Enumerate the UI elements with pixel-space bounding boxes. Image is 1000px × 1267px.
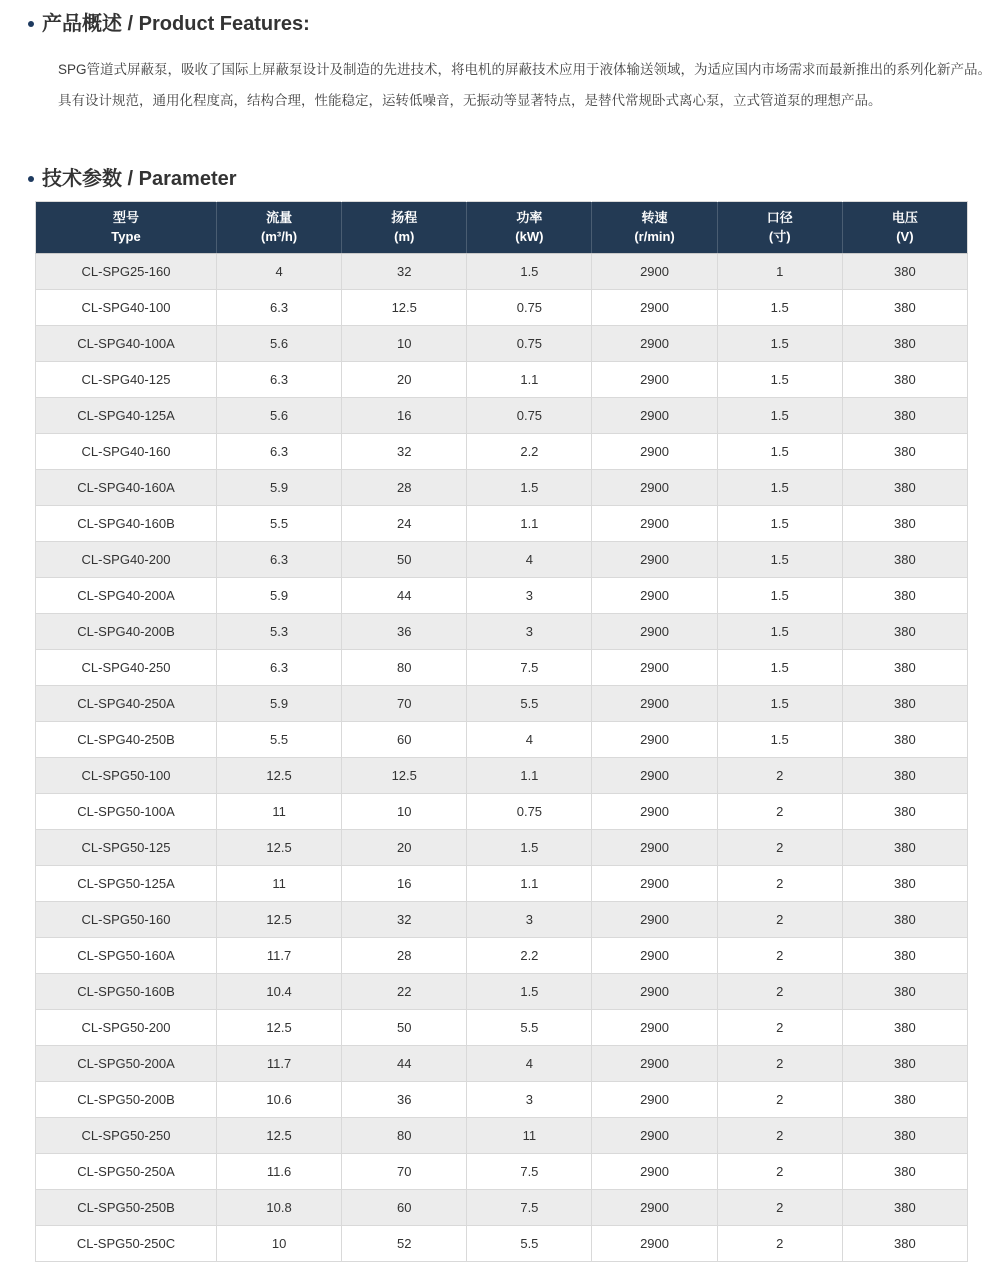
value-cell: 80 [342,650,467,686]
column-header [467,202,592,254]
value-cell: 2900 [592,434,717,470]
value-cell: 2900 [592,1010,717,1046]
value-cell: 10.6 [217,1082,342,1118]
value-cell: 2900 [592,938,717,974]
value-cell: 380 [842,974,967,1010]
value-cell: 2900 [592,614,717,650]
model-cell: CL-SPG40-200B [36,614,217,650]
value-cell: 2 [717,758,842,794]
value-cell: 12.5 [217,758,342,794]
value-cell: 380 [842,614,967,650]
value-cell: 2900 [592,1154,717,1190]
model-cell: CL-SPG40-100A [36,326,217,362]
value-cell: 380 [842,398,967,434]
value-cell: 1.1 [467,362,592,398]
table-row [36,1190,968,1226]
value-cell: 3 [467,614,592,650]
column-header [717,202,842,254]
bullet-icon [28,21,34,27]
value-cell: 60 [342,722,467,758]
model-cell: CL-SPG50-160 [36,902,217,938]
parameter-table-body [36,254,968,1262]
value-cell: 2900 [592,506,717,542]
table-row [36,614,968,650]
value-cell: 1.5 [717,614,842,650]
value-cell: 0.75 [467,794,592,830]
value-cell: 380 [842,830,967,866]
value-cell: 1 [717,254,842,290]
model-cell: CL-SPG40-125 [36,362,217,398]
table-row [36,830,968,866]
value-cell: 5.5 [467,1010,592,1046]
product-features-title: 产品概述 / Product Features: [42,13,310,35]
value-cell: 4 [467,722,592,758]
value-cell: 2900 [592,686,717,722]
model-cell: CL-SPG40-250 [36,650,217,686]
value-cell: 5.9 [217,470,342,506]
value-cell: 20 [342,830,467,866]
table-row [36,938,968,974]
value-cell: 380 [842,938,967,974]
column-header-zh: 流量 [266,209,293,225]
model-cell: CL-SPG50-200A [36,1046,217,1082]
table-row [36,650,968,686]
value-cell: 5.9 [217,686,342,722]
value-cell: 3 [467,578,592,614]
column-header-unit: (V) [896,228,914,244]
parameter-heading [28,166,1000,192]
value-cell: 380 [842,1010,967,1046]
table-row [36,254,968,290]
value-cell: 2900 [592,326,717,362]
value-cell: 12.5 [342,758,467,794]
value-cell: 380 [842,758,967,794]
value-cell: 7.5 [467,1154,592,1190]
value-cell: 5.6 [217,326,342,362]
value-cell: 380 [842,1046,967,1082]
value-cell: 80 [342,1118,467,1154]
table-row [36,902,968,938]
value-cell: 12.5 [217,1118,342,1154]
value-cell: 380 [842,866,967,902]
value-cell: 12.5 [342,290,467,326]
value-cell: 1.5 [467,254,592,290]
table-row [36,470,968,506]
value-cell: 1.5 [717,578,842,614]
value-cell: 2 [717,794,842,830]
model-cell: CL-SPG40-200A [36,578,217,614]
table-row [36,1010,968,1046]
table-row [36,974,968,1010]
value-cell: 10.4 [217,974,342,1010]
value-cell: 2.2 [467,938,592,974]
value-cell: 11 [217,866,342,902]
value-cell: 380 [842,470,967,506]
model-cell: CL-SPG50-200 [36,1010,217,1046]
value-cell: 11.6 [217,1154,342,1190]
value-cell: 2.2 [467,434,592,470]
value-cell: 380 [842,650,967,686]
value-cell: 44 [342,578,467,614]
value-cell: 0.75 [467,326,592,362]
model-cell: CL-SPG50-125A [36,866,217,902]
model-cell: CL-SPG50-250 [36,1118,217,1154]
value-cell: 1.1 [467,758,592,794]
value-cell: 1.5 [717,398,842,434]
value-cell: 32 [342,434,467,470]
column-header [217,202,342,254]
column-header-zh: 转速 [641,209,668,225]
column-header [342,202,467,254]
value-cell: 10 [217,1226,342,1262]
value-cell: 70 [342,1154,467,1190]
table-row [36,578,968,614]
value-cell: 32 [342,254,467,290]
value-cell: 2900 [592,794,717,830]
model-cell: CL-SPG40-125A [36,398,217,434]
value-cell: 5.9 [217,578,342,614]
value-cell: 2900 [592,1118,717,1154]
table-row [36,434,968,470]
features-line-2: 具有设计规范，通用化程度高，结构合理，性能稳定，运转低噪音，无振动等显著特点，是替代常规卧式离心泵，立式管道泵的理想产品。 [58,93,882,108]
value-cell: 380 [842,902,967,938]
column-header-zh: 电压 [891,209,918,225]
value-cell: 2 [717,938,842,974]
column-header-unit: (m) [394,228,415,244]
value-cell: 1.5 [717,470,842,506]
column-header-zh: 扬程 [391,209,418,225]
value-cell: 2900 [592,830,717,866]
features-line-1: SPG管道式屏蔽泵，吸收了国际上屏蔽泵设计及制造的先进技术，将电机的屏蔽技术应用于液体输送领域，为适应国内市场需求而最新推出的系列化新产品。 [58,62,992,77]
value-cell: 11.7 [217,1046,342,1082]
table-row [36,686,968,722]
value-cell: 2900 [592,362,717,398]
column-header-unit: (m³/h) [261,228,298,244]
value-cell: 2900 [592,1082,717,1118]
value-cell: 2 [717,1118,842,1154]
model-cell: CL-SPG50-100A [36,794,217,830]
value-cell: 380 [842,326,967,362]
value-cell: 380 [842,1082,967,1118]
column-header-unit: Type [111,228,141,244]
value-cell: 11 [467,1118,592,1154]
value-cell: 32 [342,902,467,938]
model-cell: CL-SPG50-250A [36,1154,217,1190]
value-cell: 4 [467,542,592,578]
value-cell: 2900 [592,542,717,578]
model-cell: CL-SPG50-250B [36,1190,217,1226]
table-row [36,290,968,326]
value-cell: 380 [842,1226,967,1262]
table-row [36,1082,968,1118]
model-cell: CL-SPG50-160B [36,974,217,1010]
value-cell: 380 [842,686,967,722]
value-cell: 1.5 [717,290,842,326]
value-cell: 6.3 [217,650,342,686]
value-cell: 2900 [592,1226,717,1262]
column-header [842,202,967,254]
value-cell: 1.5 [467,974,592,1010]
value-cell: 2 [717,866,842,902]
value-cell: 1.5 [717,542,842,578]
value-cell: 1.5 [717,362,842,398]
header-row [36,202,968,254]
model-cell: CL-SPG50-125 [36,830,217,866]
value-cell: 70 [342,686,467,722]
value-cell: 3 [467,1082,592,1118]
value-cell: 12.5 [217,830,342,866]
value-cell: 380 [842,254,967,290]
value-cell: 36 [342,1082,467,1118]
column-header-zh: 型号 [112,209,139,225]
parameter-table-head [36,202,968,254]
value-cell: 4 [467,1046,592,1082]
parameter-table [35,201,968,1262]
value-cell: 0.75 [467,398,592,434]
value-cell: 2900 [592,398,717,434]
value-cell: 380 [842,1190,967,1226]
value-cell: 2900 [592,578,717,614]
value-cell: 12.5 [217,902,342,938]
table-row [36,722,968,758]
value-cell: 380 [842,1154,967,1190]
value-cell: 22 [342,974,467,1010]
model-cell: CL-SPG50-100 [36,758,217,794]
table-row [36,794,968,830]
model-cell: CL-SPG40-160A [36,470,217,506]
value-cell: 6.3 [217,290,342,326]
value-cell: 7.5 [467,650,592,686]
value-cell: 6.3 [217,542,342,578]
value-cell: 1.5 [717,506,842,542]
value-cell: 2900 [592,974,717,1010]
value-cell: 1.1 [467,506,592,542]
column-header-zh: 口径 [766,209,793,225]
product-features-heading [28,11,1000,37]
value-cell: 10 [342,326,467,362]
value-cell: 1.5 [467,830,592,866]
value-cell: 60 [342,1190,467,1226]
value-cell: 2900 [592,866,717,902]
table-row [36,326,968,362]
column-header [592,202,717,254]
value-cell: 2 [717,1010,842,1046]
model-cell: CL-SPG50-200B [36,1082,217,1118]
value-cell: 2900 [592,758,717,794]
table-row [36,362,968,398]
parameter-title: 技术参数 / Parameter [42,168,237,190]
value-cell: 3 [467,902,592,938]
value-cell: 2900 [592,1190,717,1226]
value-cell: 380 [842,1118,967,1154]
value-cell: 2 [717,830,842,866]
value-cell: 380 [842,578,967,614]
model-cell: CL-SPG50-250C [36,1226,217,1262]
value-cell: 44 [342,1046,467,1082]
value-cell: 1.5 [717,326,842,362]
value-cell: 380 [842,794,967,830]
column-header-zh: 功率 [516,209,543,225]
model-cell: CL-SPG40-250A [36,686,217,722]
model-cell: CL-SPG40-250B [36,722,217,758]
value-cell: 2900 [592,290,717,326]
model-cell: CL-SPG50-160A [36,938,217,974]
value-cell: 20 [342,362,467,398]
column-header [36,202,217,254]
bullet-icon [28,176,34,182]
value-cell: 5.5 [467,1226,592,1262]
value-cell: 6.3 [217,434,342,470]
value-cell: 4 [217,254,342,290]
value-cell: 2900 [592,650,717,686]
value-cell: 2 [717,1226,842,1262]
value-cell: 24 [342,506,467,542]
value-cell: 2900 [592,254,717,290]
table-row [36,542,968,578]
model-cell: CL-SPG40-200 [36,542,217,578]
value-cell: 1.1 [467,866,592,902]
value-cell: 2900 [592,902,717,938]
value-cell: 36 [342,614,467,650]
table-row [36,866,968,902]
value-cell: 1.5 [717,722,842,758]
value-cell: 28 [342,938,467,974]
product-features-paragraph [58,54,992,116]
column-header-unit: (r/min) [634,228,675,244]
value-cell: 28 [342,470,467,506]
value-cell: 16 [342,866,467,902]
value-cell: 2 [717,1190,842,1226]
value-cell: 52 [342,1226,467,1262]
value-cell: 11 [217,794,342,830]
value-cell: 12.5 [217,1010,342,1046]
value-cell: 2 [717,902,842,938]
value-cell: 7.5 [467,1190,592,1226]
table-row [36,758,968,794]
value-cell: 50 [342,542,467,578]
table-row [36,1046,968,1082]
value-cell: 16 [342,398,467,434]
value-cell: 1.5 [717,434,842,470]
value-cell: 2 [717,1046,842,1082]
value-cell: 5.5 [217,506,342,542]
value-cell: 5.6 [217,398,342,434]
table-row [36,398,968,434]
value-cell: 5.5 [217,722,342,758]
value-cell: 1.5 [717,686,842,722]
column-header-unit: (kW) [515,228,544,244]
value-cell: 2 [717,974,842,1010]
column-header-unit: (寸) [768,228,791,244]
value-cell: 10 [342,794,467,830]
value-cell: 0.75 [467,290,592,326]
value-cell: 380 [842,506,967,542]
value-cell: 5.3 [217,614,342,650]
value-cell: 380 [842,542,967,578]
value-cell: 10.8 [217,1190,342,1226]
model-cell: CL-SPG40-160 [36,434,217,470]
value-cell: 1.5 [467,470,592,506]
table-row [36,1154,968,1190]
value-cell: 380 [842,290,967,326]
value-cell: 2900 [592,722,717,758]
value-cell: 2900 [592,1046,717,1082]
value-cell: 380 [842,722,967,758]
value-cell: 2 [717,1154,842,1190]
table-row [36,1118,968,1154]
table-row [36,1226,968,1262]
table-row [36,506,968,542]
value-cell: 5.5 [467,686,592,722]
value-cell: 2900 [592,470,717,506]
model-cell: CL-SPG40-160B [36,506,217,542]
value-cell: 6.3 [217,362,342,398]
value-cell: 50 [342,1010,467,1046]
value-cell: 1.5 [717,650,842,686]
value-cell: 2 [717,1082,842,1118]
model-cell: CL-SPG40-100 [36,290,217,326]
value-cell: 380 [842,362,967,398]
value-cell: 380 [842,434,967,470]
value-cell: 11.7 [217,938,342,974]
model-cell: CL-SPG25-160 [36,254,217,290]
